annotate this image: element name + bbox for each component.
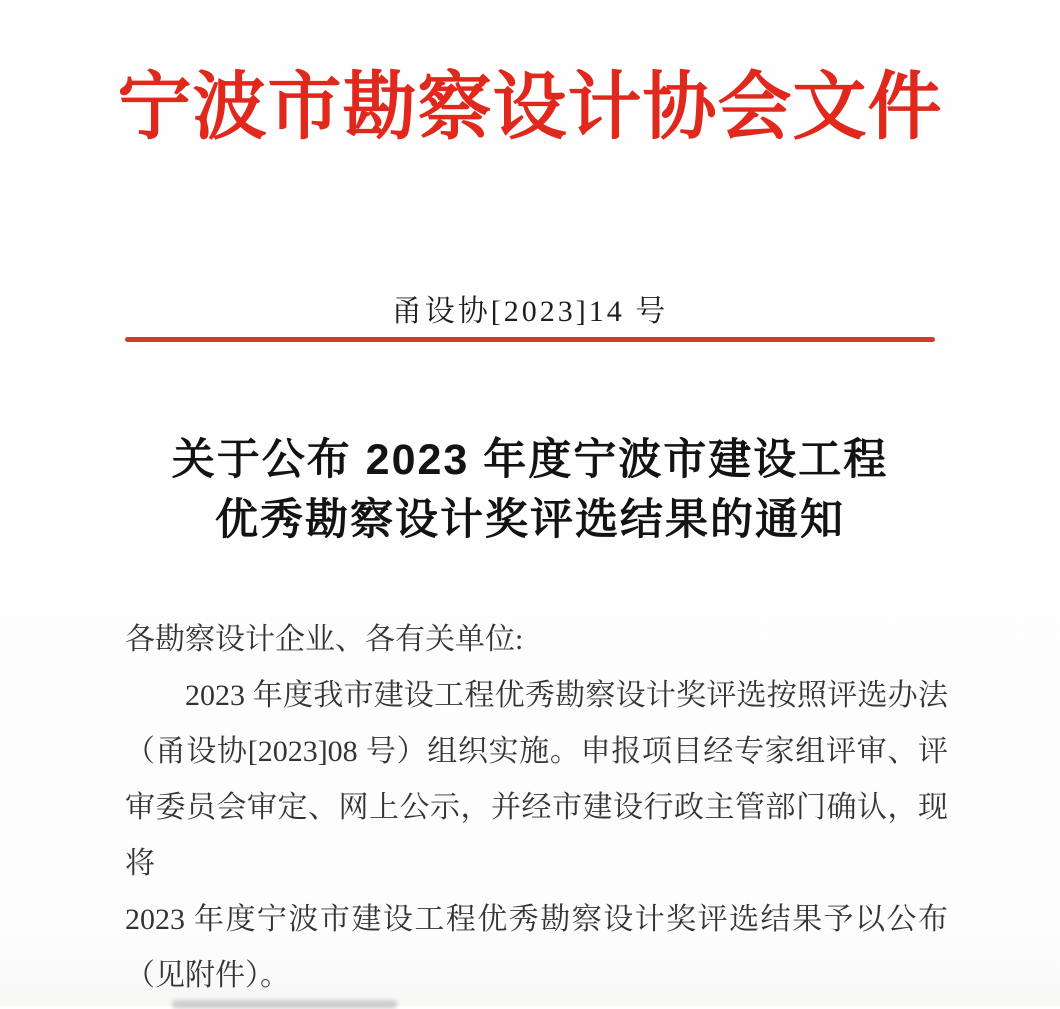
document-body bbox=[0, 612, 1060, 1004]
document-title-line1: 关于公布 2023 年度宁波市建设工程 bbox=[171, 436, 889, 484]
document-page bbox=[0, 62, 1060, 1006]
body-paragraph-line: （见附件）。 bbox=[125, 959, 290, 992]
cut-off-next-line-fragment bbox=[172, 1000, 397, 1009]
document-header-title: 宁波市勘察设计协会文件 bbox=[117, 67, 943, 149]
red-divider-line bbox=[125, 337, 935, 342]
body-paragraph-line: 2023 年度宁波市建设工程优秀勘察设计奖评选结果予以公布 bbox=[125, 903, 948, 936]
salutation-line: 各勘察设计企业、各有关单位: bbox=[125, 623, 524, 656]
body-paragraph-line: 审委员会审定、网上公示，并经市建设行政主管部门确认，现将 bbox=[125, 791, 948, 880]
document-title-line2: 优秀勘察设计奖评选结果的通知 bbox=[215, 496, 845, 544]
document-title bbox=[0, 430, 1060, 550]
body-paragraph-line: （甬设协[2023]08 号）组织实施。申报项目经专家组评审、评 bbox=[125, 735, 948, 768]
body-paragraph-line: 2023 年度我市建设工程优秀勘察设计奖评选按照评选办法 bbox=[185, 679, 948, 712]
document-number: 甬设协[2023]14 号 bbox=[391, 295, 669, 328]
